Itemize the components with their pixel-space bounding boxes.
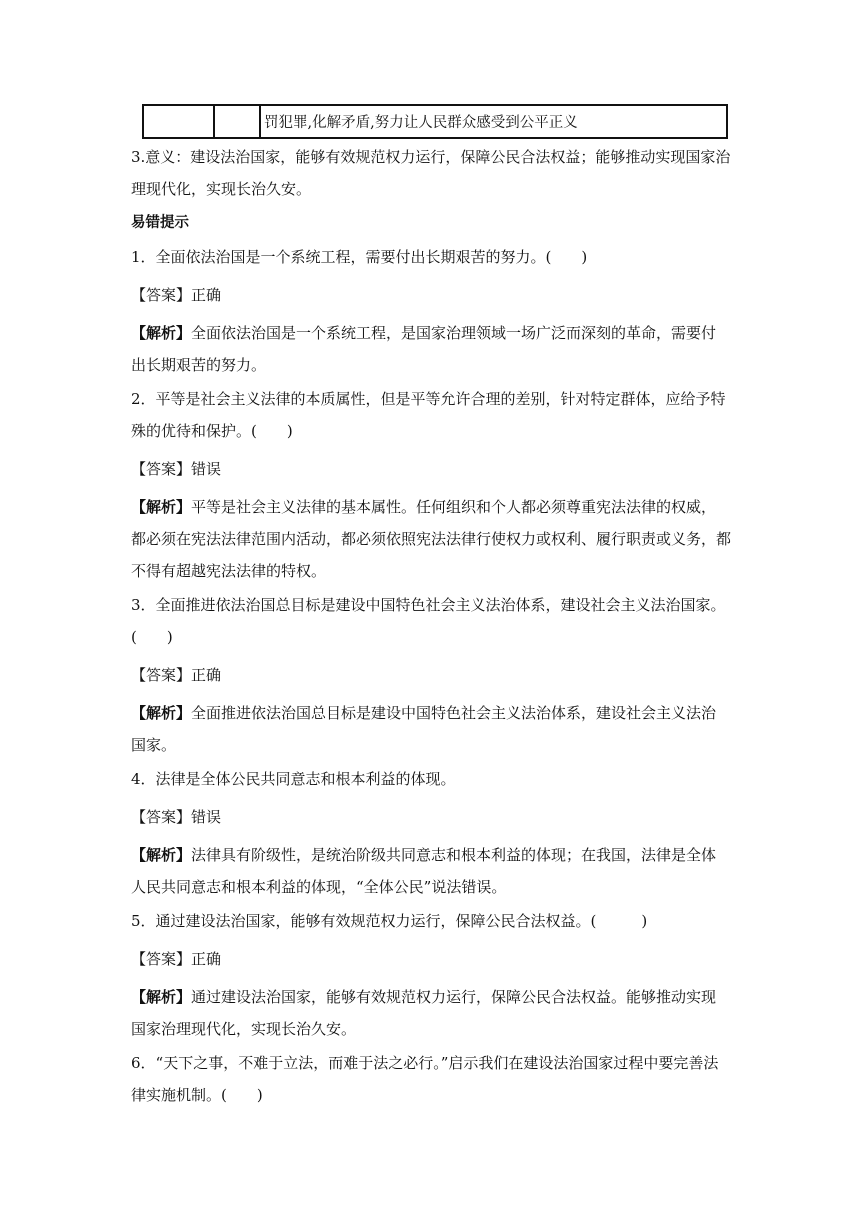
table-cell-2	[214, 105, 260, 138]
section-heading: 易错提示	[131, 215, 189, 231]
analysis-label: 【解析】	[131, 704, 192, 722]
answer-label: 【答案】	[131, 460, 192, 478]
answer-1: 【答案】正确	[131, 286, 222, 304]
analysis-2: 【解析】平等是社会主义法律的基本属性。任何组织和个人都必须尊重宪法法律的权威，都必须在宪法法律范围内活动，都必须依照宪法法律行使权力或权利、履行职责或义务，都不得有超越宪法法律的特权。	[131, 498, 732, 580]
table-cell-3: 罚犯罪,化解矛盾,努力让人民群众感受到公平正义	[260, 105, 727, 138]
answer-4: 【答案】错误	[131, 808, 222, 826]
table-cell-1	[143, 105, 214, 138]
table-row	[143, 105, 727, 138]
answer-label: 【答案】	[131, 808, 192, 826]
question-6: 6．“天下之事，不难于立法，而难于法之必行。”启示我们在建设法治国家过程中要完善法律实施机制。( )	[131, 1054, 719, 1104]
meaning-paragraph: 3.意义：建设法治国家，能够有效规范权力运行，保障公民合法权益；能够推动实现国家治理现代化，实现长治久安。	[131, 148, 731, 198]
answer-2: 【答案】错误	[131, 460, 222, 478]
answer-3: 【答案】正确	[131, 666, 222, 684]
analysis-4: 【解析】法律具有阶级性，是统治阶级共同意志和根本利益的体现；在我国，法律是全体人民共同意志和根本利益的体现，“全体公民”说法错误。	[131, 846, 717, 896]
answer-label: 【答案】	[131, 286, 192, 304]
answer-label: 【答案】	[131, 666, 192, 684]
analysis-label: 【解析】	[131, 324, 192, 342]
analysis-label: 【解析】	[131, 988, 192, 1006]
question-5: 5．通过建设法治国家，能够有效规范权力运行，保障公民合法权益。( )	[131, 912, 648, 930]
document-content	[131, 104, 731, 1111]
analysis-3: 【解析】全面推进依法治国总目标是建设中国特色社会主义法治体系，建设社会主义法治国家。	[131, 704, 717, 754]
analysis-5: 【解析】通过建设法治国家，能够有效规范权力运行，保障公民合法权益。能够推动实现国家治理现代化，实现长治久安。	[131, 988, 717, 1038]
question-4: 4．法律是全体公民共同意志和根本利益的体现。	[131, 770, 456, 788]
analysis-label: 【解析】	[131, 846, 192, 864]
answer-5: 【答案】正确	[131, 950, 222, 968]
table-fragment	[142, 104, 728, 139]
analysis-label: 【解析】	[131, 498, 192, 516]
question-3: 3．全面推进依法治国总目标是建设中国特色社会主义法治体系，建设社会主义法治国家。( )	[131, 596, 726, 646]
question-1: 1．全面依法治国是一个系统工程，需要付出长期艰苦的努力。( )	[131, 248, 588, 266]
answer-label: 【答案】	[131, 950, 192, 968]
question-2: 2．平等是社会主义法律的本质属性，但是平等允许合理的差别，针对特定群体，应给予特殊的优待和保护。( )	[131, 390, 726, 440]
analysis-1: 【解析】全面依法治国是一个系统工程，是国家治理领域一场广泛而深刻的革命，需要付出长期艰苦的努力。	[131, 324, 717, 374]
